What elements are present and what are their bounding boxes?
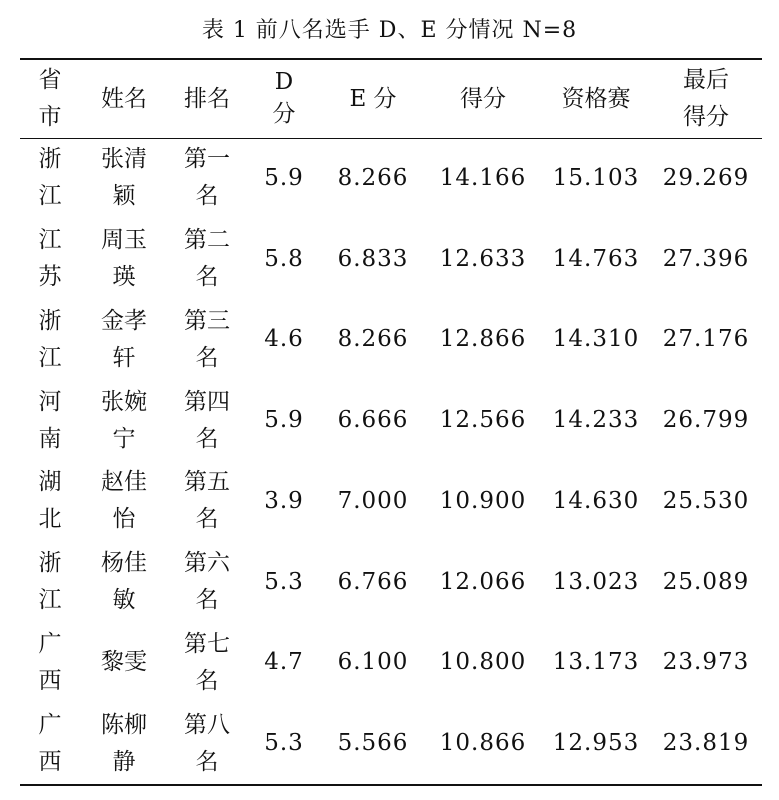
header-province: 省市 xyxy=(38,67,62,130)
cell-e: 8.266 xyxy=(337,164,409,191)
cell-score: 10.800 xyxy=(439,649,527,676)
cell-province: 湖北 xyxy=(38,469,62,533)
bottom-rule xyxy=(20,784,762,786)
cell-e: 5.566 xyxy=(337,730,409,757)
cell-name: 赵佳怡 xyxy=(100,469,147,533)
header-score: 得分 xyxy=(460,85,506,112)
cell-qual: 15.103 xyxy=(552,164,640,191)
cell-d: 5.9 xyxy=(264,164,304,191)
cell-final: 29.269 xyxy=(662,164,750,191)
cell-rank: 第七名 xyxy=(183,630,230,694)
table-row xyxy=(20,542,762,623)
cell-qual: 13.173 xyxy=(552,649,640,676)
header-name: 姓名 xyxy=(101,85,147,112)
cell-name: 周玉瑛 xyxy=(100,227,147,291)
cell-d: 4.7 xyxy=(264,649,304,676)
cell-name: 杨佳敏 xyxy=(100,550,147,614)
table-row xyxy=(20,461,762,542)
table-caption: 表 1 前八名选手 D、E 分情况 N=8 xyxy=(201,18,578,43)
cell-rank: 第三名 xyxy=(183,307,230,371)
cell-e: 6.666 xyxy=(337,407,409,434)
results-table xyxy=(20,60,762,784)
cell-final: 27.176 xyxy=(662,326,750,353)
cell-province: 广西 xyxy=(38,630,62,694)
header-row xyxy=(20,60,762,138)
header-rank: 排名 xyxy=(184,85,230,112)
cell-rank: 第八名 xyxy=(183,711,230,775)
cell-score: 12.566 xyxy=(439,407,527,434)
cell-score: 10.900 xyxy=(439,487,527,514)
cell-rank: 第六名 xyxy=(183,550,230,614)
cell-province: 河南 xyxy=(38,388,62,452)
cell-province: 广西 xyxy=(38,711,62,775)
cell-name: 金孝轩 xyxy=(100,307,147,371)
cell-qual: 13.023 xyxy=(552,568,640,595)
cell-score: 10.866 xyxy=(439,730,527,757)
cell-d: 5.8 xyxy=(264,245,304,272)
cell-e: 8.266 xyxy=(337,326,409,353)
cell-name: 张婉宁 xyxy=(100,388,147,452)
header-e: E 分 xyxy=(349,85,397,112)
cell-qual: 14.630 xyxy=(552,487,640,514)
cell-d: 3.9 xyxy=(264,487,304,514)
cell-d: 5.9 xyxy=(264,407,304,434)
cell-score: 12.633 xyxy=(439,245,527,272)
cell-score: 12.066 xyxy=(439,568,527,595)
table-row xyxy=(20,703,762,784)
cell-rank: 第一名 xyxy=(183,146,230,210)
cell-d: 5.3 xyxy=(264,568,304,595)
table-row xyxy=(20,300,762,381)
cell-score: 14.166 xyxy=(439,164,527,191)
cell-name: 陈柳静 xyxy=(100,711,147,775)
cell-rank: 第二名 xyxy=(183,227,230,291)
cell-qual: 14.310 xyxy=(552,326,640,353)
cell-e: 6.766 xyxy=(337,568,409,595)
cell-e: 6.100 xyxy=(337,649,409,676)
cell-final: 25.530 xyxy=(662,487,750,514)
cell-final: 27.396 xyxy=(662,245,750,272)
cell-qual: 14.763 xyxy=(552,245,640,272)
table-row xyxy=(20,623,762,704)
cell-province: 浙江 xyxy=(38,550,62,614)
cell-name: 张清颖 xyxy=(100,146,147,210)
header-qual: 资格赛 xyxy=(561,85,631,112)
cell-e: 7.000 xyxy=(337,487,409,514)
cell-rank: 第五名 xyxy=(183,469,230,533)
cell-score: 12.866 xyxy=(439,326,527,353)
cell-final: 23.819 xyxy=(662,730,750,757)
cell-d: 4.6 xyxy=(264,326,304,353)
cell-final: 26.799 xyxy=(662,407,750,434)
cell-final: 25.089 xyxy=(662,568,750,595)
cell-name: 黎雯 xyxy=(100,649,147,676)
cell-qual: 12.953 xyxy=(552,730,640,757)
header-final: 最后得分 xyxy=(682,67,729,130)
table-row xyxy=(20,380,762,461)
cell-province: 浙江 xyxy=(38,307,62,371)
cell-province: 江苏 xyxy=(38,227,62,291)
cell-final: 23.973 xyxy=(662,649,750,676)
table-row xyxy=(20,138,762,219)
header-d: D分 xyxy=(272,68,296,127)
cell-province: 浙江 xyxy=(38,146,62,210)
cell-qual: 14.233 xyxy=(552,407,640,434)
cell-d: 5.3 xyxy=(264,730,304,757)
cell-rank: 第四名 xyxy=(183,388,230,452)
table-row xyxy=(20,219,762,300)
cell-e: 6.833 xyxy=(337,245,409,272)
